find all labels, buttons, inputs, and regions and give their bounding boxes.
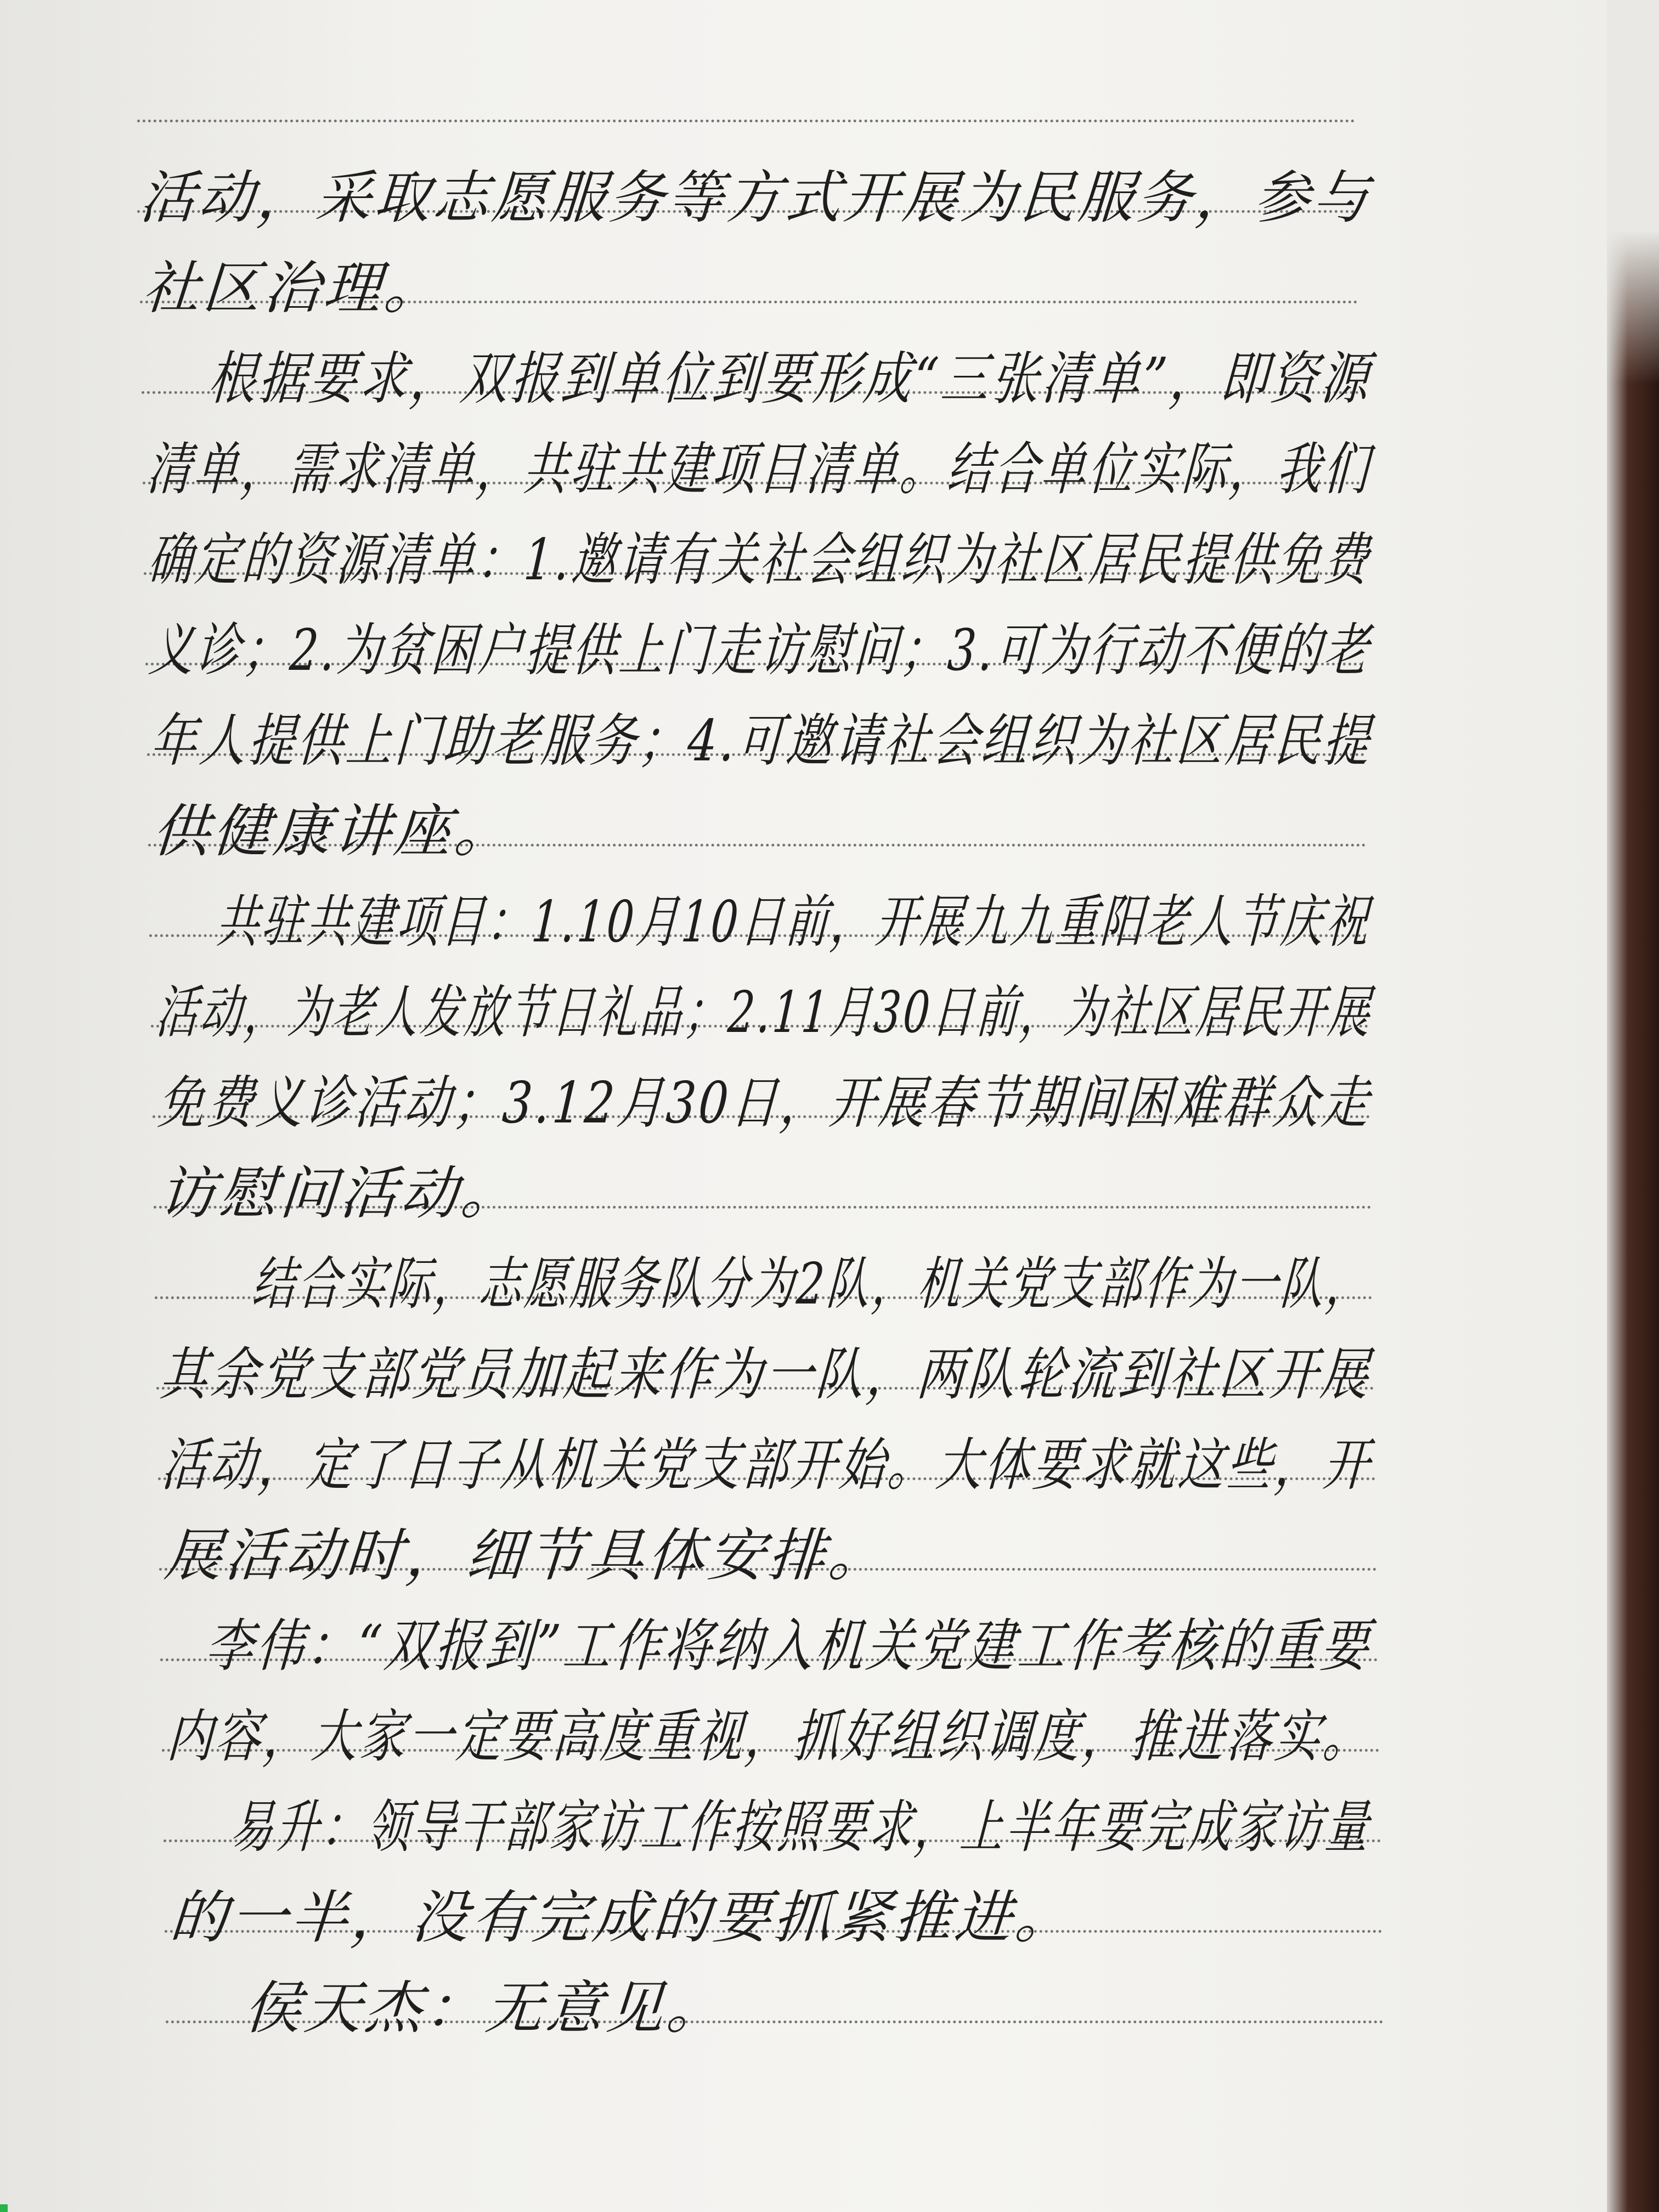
handwritten-line: 访慰问活动。 (156, 1160, 524, 1227)
handwritten-line: 的一半，没有完成的要抓紧推进。 (167, 1884, 1078, 1951)
handwritten-line: 年人提供上门助老服务；4.可邀请社会组织为社区居民提 (148, 707, 1375, 774)
handwritten-line: 李伟：“双报到”工作将纳入机关党建工作考核的重要 (203, 1612, 1374, 1679)
corner-mark (0, 2204, 8, 2212)
handwritten-line: 侯天杰：无意见。 (241, 1974, 730, 2041)
handwritten-line: 活动，采取志愿服务等方式开展为民服务，参与 (137, 164, 1374, 231)
handwritten-line: 清单，需求清单，共驻共建项目清单。结合单位实际，我们 (144, 436, 1374, 503)
handwritten-line: 活动，定了日子从机关党支部开始。大体要求就这些，开 (159, 1431, 1374, 1498)
handwritten-line: 内容，大家一定要高度重视，抓好组织调度，推进落实。 (165, 1703, 1374, 1770)
handwritten-line: 易升：领导干部家访工作按照要求，上半年要完成家访量 (228, 1793, 1374, 1860)
handwritten-line: 共驻共建项目：1.10月10日前，开展九九重阳老人节庆祝 (214, 888, 1373, 955)
desk-highlight (1607, 0, 1659, 384)
handwritten-line: 结合实际，志愿服务队分为2队，机关党支部作为一队， (250, 1250, 1374, 1317)
handwritten-line: 免费义诊活动；3.12月30日，开展春节期间困难群众走 (155, 1069, 1374, 1136)
handwritten-line: 活动，为老人发放节日礼品；2.11月30日前，为社区居民开展 (154, 979, 1375, 1046)
ruled-line (137, 120, 1355, 122)
handwritten-line: 确定的资源清单：1.邀请有关社会组织为社区居民提供免费 (145, 526, 1374, 593)
handwritten-line: 社区治理。 (140, 255, 447, 321)
handwritten-line: 其余党支部党员加起来作为一队，两队轮流到社区开展 (157, 1341, 1374, 1408)
handwritten-line: 供健康讲座。 (150, 798, 517, 865)
handwritten-line: 展活动时，细节具体安排。 (162, 1522, 891, 1589)
handwritten-line: 根据要求，双报到单位到要形成“三张清单”，即资源 (206, 345, 1374, 412)
handwritten-line: 义诊；2.为贫困户提供上门走访慰问；3.可为行动不便的老 (146, 617, 1374, 684)
